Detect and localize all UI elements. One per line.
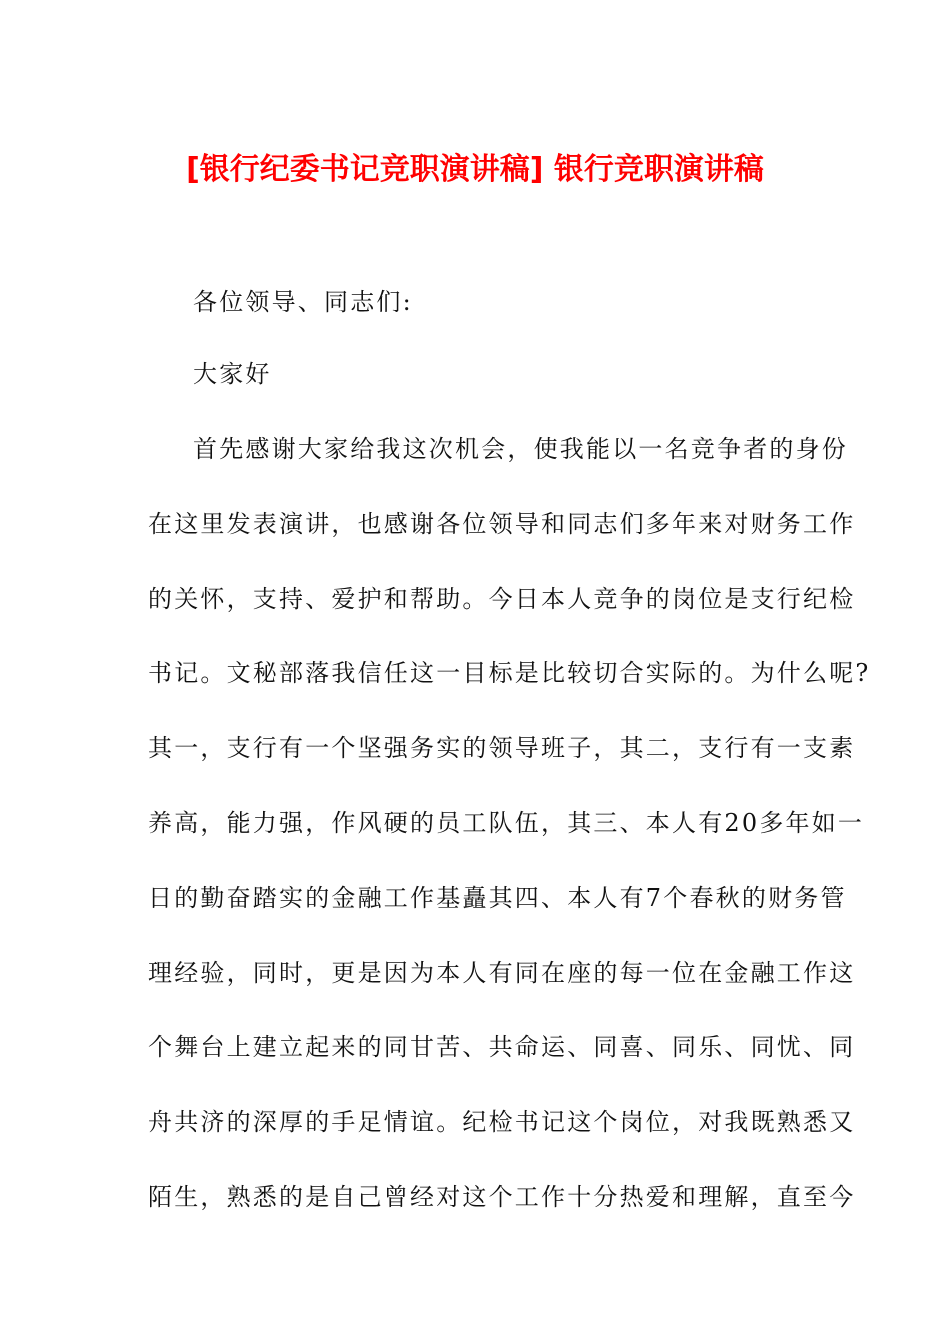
body-line: 养高，能力强，作风硬的员工队伍，其三、本人有20多年如一 bbox=[148, 809, 865, 837]
body-line: 理经验，同时，更是因为本人有同在座的每一位在金融工作这 bbox=[148, 959, 856, 987]
document-title: [银行纪委书记竞职演讲稿] 银行竞职演讲稿 bbox=[186, 152, 764, 187]
body-line: 在这里发表演讲，也感谢各位领导和同志们多年来对财务工作 bbox=[148, 510, 856, 538]
body-line: 舟共济的深厚的手足情谊。纪检书记这个岗位，对我既熟悉又 bbox=[148, 1108, 856, 1136]
greeting: 大家好 bbox=[193, 360, 272, 388]
body-line: 日的勤奋踏实的金融工作基矗其四、本人有7个春秋的财务管 bbox=[148, 884, 847, 912]
body-line: 的关怀，支持、爱护和帮助。今日本人竞争的岗位是支行纪检 bbox=[148, 585, 856, 613]
body-line: 书记。文秘部落我信任这一目标是比较切合实际的。为什么呢? bbox=[148, 659, 871, 687]
body-line: 首先感谢大家给我这次机会，使我能以一名竞争者的身份 bbox=[193, 435, 848, 463]
body-line: 陌生，熟悉的是自己曾经对这个工作十分热爱和理解，直至今 bbox=[148, 1183, 856, 1211]
salutation: 各位领导、同志们: bbox=[193, 288, 413, 316]
body-line: 其一，支行有一个坚强务实的领导班子，其二，支行有一支素 bbox=[148, 734, 856, 762]
body-line: 个舞台上建立起来的同甘苦、共命运、同喜、同乐、同忧、同 bbox=[148, 1033, 856, 1061]
